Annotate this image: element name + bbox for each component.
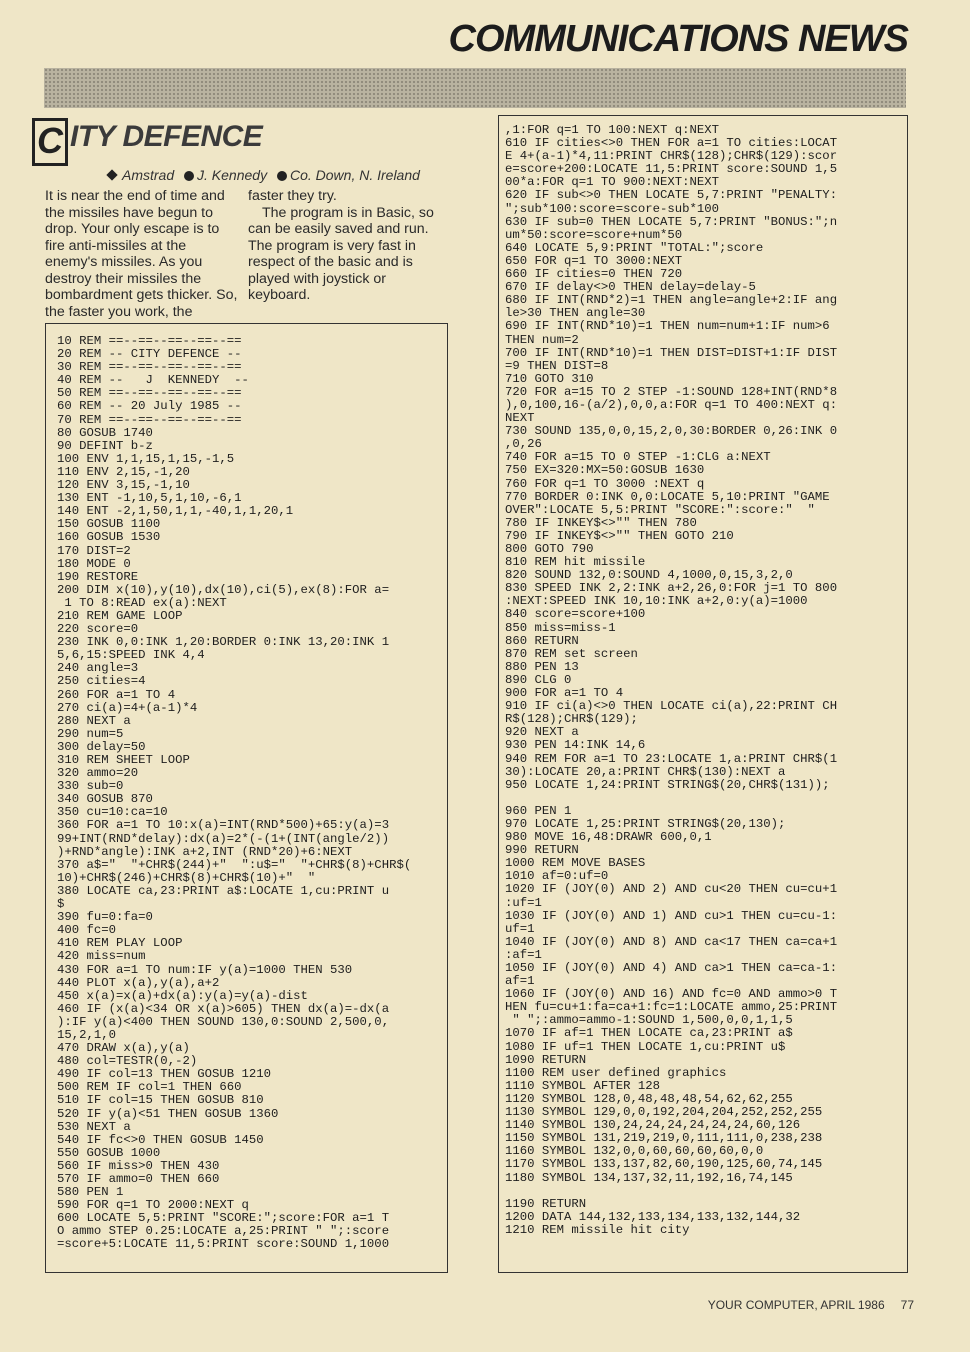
basic-code-right: ,1:FOR q=1 TO 100:NEXT q:NEXT 610 IF cities<>0 THEN FOR a=1 TO cities:LOCAT E 4+(a-1)*4,11:PRINT CHR$(128);CHR$(129):scor e=score+200:LOCATE 11,5:PRINT score:SOUND 1,5 00*a:FOR q=1 TO 900:NEXT:NEXT 620 IF sub<>0 THEN LOCATE 5,7:PRINT "PENALTY: ";sub*100:score=score-sub*100 630 IF sub=0 THEN LOCATE 5,7:PRINT "BONUS:";n um*50:score=score+num*50 640 LOCATE 5,9:PRINT "TOTAL:";score 650 FOR q=1 TO 3000:NEXT 660 IF cities=0 THEN 720 670 IF delay<>0 THEN delay=delay-5 680 IF INT(RND*2)=1 THEN angle=angle+2:IF ang le>30 THEN angle=30 690 IF INT(RND*10)=1 THEN num=num+1:IF num>6 THEN num=2 700 IF INT(RND*10)=1 THEN DIST=DIST+1:IF DIST =9 THEN DIST=8 710 GOTO 310 720 FOR a=15 TO 2 STEP -1:SOUND 128+INT(RND*8 ),0,100,16-(a/2),0,0,a:FOR q=1 TO 400:NEXT q: NEXT 730 SOUND 135,0,0,15,2,0,30:BORDER 0,26:INK 0 ,0,26 740 FOR a=15 TO 0 STEP -1:CLG a:NEXT 750 EX=320:MX=50:GOSUB 1630 760 FOR q=1 TO 3000 :NEXT q 770 BORDER 0:INK 0,0:LOCATE 5,10:PRINT "GAME OVER":LOCATE 5,5:PRINT "SCORE:":score:" " 780 IF INKEY$<>"" THEN 780 790 IF INKEY$<>"" THEN GOTO 210 800 GOTO 790 810 REM hit missile 820 SOUND 132,0:SOUND 4,1000,0,15,3,2,0 830 SPEED INK 2,2:INK a+2,26,0:FOR j=1 TO 800 :NEXT:SPEED INK 10,10:INK a+2,0:y(a)=1000 840 score=score+100 850 miss=miss-1 860 RETURN 870 REM set screen 880 PEN 13 890 CLG 0 900 FOR a=1 TO 4 910 IF ci(a)<>0 THEN LOCATE ci(a),22:PRINT CH R$(128);CHR$(129); 920 NEXT a 930 PEN 14:INK 14,6 940 REM FOR a=1 TO 23:LOCATE 1,a:PRINT CHR$(1 30):LOCATE 20,a:PRINT CHR$(130):NEXT a 950 LOCATE 1,24:PRINT STRING$(20,CHR$(131)); 960 PEN 1 970 LOCATE 1,25:PRINT STRING$(20,130); 980 MOVE 16,48:DRAWR 600,0,1 990 RETURN 1000 REM MOVE BASES 1010 af=0:uf=0 1020 IF (JOY(0) AND 2) AND cu<20 THEN cu=cu+1 :uf=1 1030 IF (JOY(0) AND 1) AND cu>1 THEN cu=cu-1: uf=1 1040 IF (JOY(0) AND 8) AND ca<17 THEN ca=ca+1 :af=1 1050 IF (JOY(0) AND 4) AND ca>1 THEN ca=ca-1: af=1 1060 IF (JOY(0) AND 16) AND fc=0 AND ammo>0 T HEN fu=cu+1:fa=ca+1:fc=1:LOCATE ammo,25:PRINT " ";:ammo=ammo-1:SOUND 1,500,0,0,1,1,5 1070 IF af=1 THEN LOCATE ca,23:PRINT a$ 1080 IF uf=1 THEN LOCATE 1,cu:PRINT u$ 1090 RETURN 1100 REM user defined graphics 1110 SYMBOL AFTER 128 1120 SYMBOL 128,0,48,48,48,54,62,62,255 1130 SYMBOL 129,0,0,192,204,204,252,252,255 1140 SYMBOL 130,24,24,24,24,24,24,60,126 1150 SYMBOL 131,219,219,0,111,111,0,238,238 1160 SYMBOL 132,0,0,60,60,60,60,0,0 1170 SYMBOL 133,137,82,60,190,125,60,74,145 1180 SYMBOL 134,137,32,11,192,16,74,145 1190 RETURN 1200 DATA 144,132,133,134,133,132,144,32 1210 REM missile hit city — [505, 123, 838, 1237]
page-number: 77 — [900, 1298, 914, 1312]
platform-name: Amstrad — [122, 167, 175, 183]
intro-column-1 — [45, 188, 240, 320]
header-band — [44, 68, 906, 108]
section-header: COMMUNICATIONS NEWS — [448, 18, 908, 60]
code-listing-right — [498, 115, 908, 1273]
intro-column-2 — [248, 188, 448, 304]
code-listing-left — [45, 323, 448, 1273]
bullet-icon — [277, 171, 287, 181]
author-name: J. Kennedy — [197, 167, 268, 183]
intro-paragraph-end: faster they try. — [248, 188, 337, 204]
author-location: Co. Down, N. Ireland — [289, 167, 420, 183]
title-logo-letter: C — [32, 118, 68, 166]
basic-code-left: 10 REM ==--==--==--==--== 20 REM -- CITY DEFENCE -- 30 REM ==--==--==--==--== 40 REM -- J KENNEDY -- 50 REM ==--==--==--==--== 60 REM -- 20 July 1985 -- 70 REM ==--==--==--==--== 80 GOSUB 1740 90 DEFINT b-z 100 ENV 1,1,15,1,15,-1,5 110 ENV 2,15,-1,20 120 ENV 3,15,-1,10 130 ENT -1,10,5,1,10,-6,1 140 ENT -2,1,50,1,1,-40,1,1,20,1 150 GOSUB 1100 160 GOSUB 1530 170 DIST=2 180 MODE 0 190 RESTORE 200 DIM x(10),y(10),dx(10),ci(5),ex(8):FOR a= 1 TO 8:READ ex(a):NEXT 210 REM GAME LOOP 220 score=0 230 INK 0,0:INK 1,20:BORDER 0:INK 13,20:INK 1 5,6,15:SPEED INK 4,4 240 angle=3 250 cities=4 260 FOR a=1 TO 4 270 ci(a)=4+(a-1)*4 280 NEXT a 290 num=5 300 delay=50 310 REM SHEET LOOP 320 ammo=20 330 sub=0 340 GOSUB 870 350 cu=10:ca=10 360 FOR a=1 TO 10:x(a)=INT(RND*500)+65:y(a)=3 99+INT(RND*delay):dx(a)=2*(-(1+(INT(angle/2)) )+RND*angle):INK a+2,INT (RND*20)+6:NEXT 370 a$=" "+CHR$(244)+" ":u$=" "+CHR$(8)+CHR$( 10)+CHR$(246)+CHR$(8)+CHR$(10)+" " 380 LOCATE ca,23:PRINT a$:LOCATE 1,cu:PRINT u $ 390 fu=0:fa=0 400 fc=0 410 REM PLAY LOOP 420 miss=num 430 FOR a=1 TO num:IF y(a)=1000 THEN 530 440 PLOT x(a),y(a),a+2 450 x(a)=x(a)+dx(a):y(a)=y(a)-dist 460 IF (x(a)<34 OR x(a)>605) THEN dx(a)=-dx(a ):IF y(a)<400 THEN SOUND 130,0:SOUND 2,500,0, 15,2,1,0 470 DRAW x(a),y(a) 480 col=TESTR(0,-2) 490 IF col=13 THEN GOSUB 1210 500 REM IF col=1 THEN 660 510 IF col=15 THEN GOSUB 810 520 IF y(a)<51 THEN GOSUB 1360 530 NEXT a 540 IF fc<>0 THEN GOSUB 1450 550 GOSUB 1000 560 IF miss>0 THEN 430 570 IF ammo=0 THEN 660 580 PEN 1 590 FOR q=1 TO 2000:NEXT q 600 LOCATE 5,5:PRINT "SCORE:";score:FOR a=1 T O ammo STEP 0.25:LOCATE a,25:PRINT " ";:score =score+5:LOCATE 11,5:PRINT score:SOUND 1,1000 — [57, 334, 412, 1252]
magazine-issue: YOUR COMPUTER, APRIL 1986 — [707, 1298, 885, 1312]
intro-paragraph-2: The program is in Basic, so can be easily saved and run. The program is very fast in respect of the basic and is played with joystick or keyboard. — [248, 204, 434, 303]
author-byline — [108, 167, 420, 183]
article-title: ITY DEFENCE — [70, 120, 263, 153]
bullet-icon — [184, 171, 194, 181]
page-footer — [692, 1298, 914, 1312]
diamond-bullet-icon — [106, 169, 117, 180]
intro-paragraph: It is near the end of time and the missiles have begun to drop. Your only escape is to fire anti-missiles at the enemy's missiles. As you destroy their missiles the bombardment gets thicker. So, the faster you work, the — [45, 188, 238, 320]
